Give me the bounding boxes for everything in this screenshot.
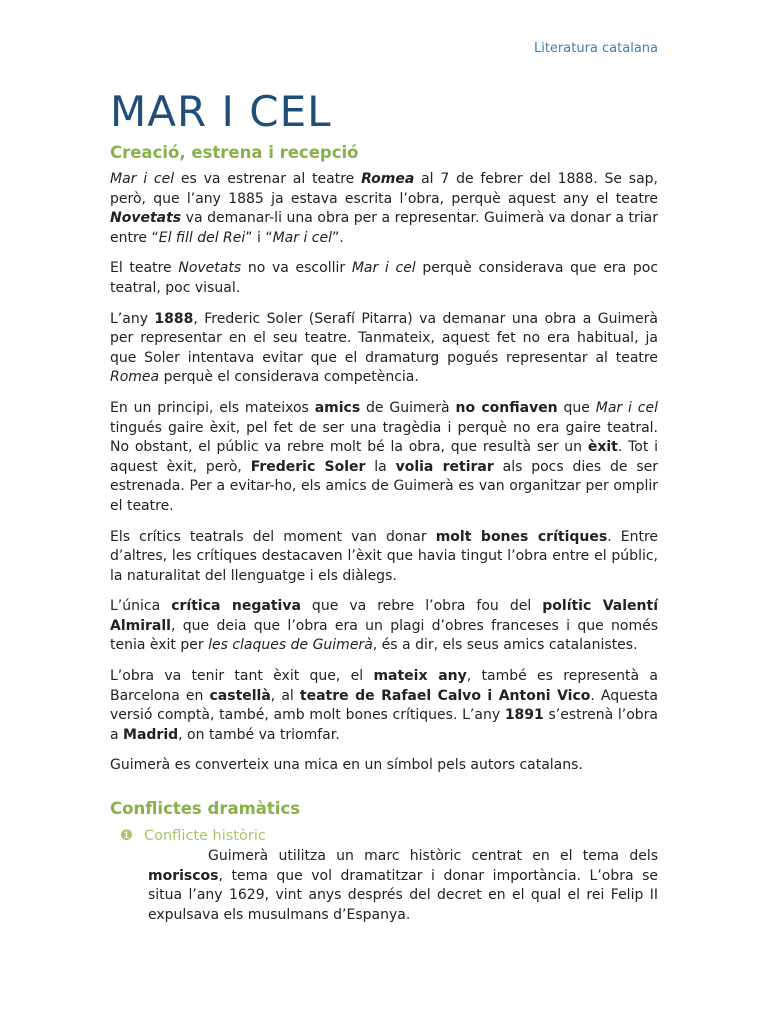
text: de Guimerà bbox=[360, 399, 456, 416]
text: ” i “ bbox=[245, 229, 273, 246]
text-bold-italic: Romea bbox=[361, 171, 415, 187]
paragraph-2 bbox=[110, 259, 658, 298]
text: que bbox=[557, 399, 596, 416]
text: L’any bbox=[110, 310, 155, 327]
text: L’obra va tenir tant èxit que, el bbox=[110, 668, 374, 685]
text: , on també va triomfar. bbox=[178, 726, 340, 743]
text-bold: volia retirar bbox=[395, 458, 494, 475]
text-bold: crítica negativa bbox=[171, 598, 301, 615]
paragraph-3 bbox=[110, 310, 658, 388]
text: tingués gaire èxit, pel fet de ser una tragèdia i perquè no era gaire teatral. No obstant, el públic va rebre molt bé la obra, que resultà ser un bbox=[110, 419, 658, 456]
text: , és a dir, els seus amics catalanistes. bbox=[372, 637, 638, 654]
text: , que deia que l’obra era un plagi d’obres franceses i que només tenia èxit per bbox=[110, 617, 658, 654]
text-italic: Romea bbox=[110, 369, 160, 386]
text-bold: 1888 bbox=[154, 310, 194, 327]
text: Guimerà utilitza un marc històric centrat en el tema dels bbox=[208, 848, 658, 865]
text-bold: molt bones crítiques bbox=[435, 528, 608, 545]
text-bold: moriscos bbox=[148, 867, 219, 884]
text: , també es representà a Barcelona en bbox=[110, 668, 658, 704]
text-bold: no confiaven bbox=[455, 399, 558, 416]
text: . Aquesta versió comptà, també, amb molt bones crítiques. L’any bbox=[110, 687, 658, 724]
text-bold: polític Valentí Almirall bbox=[110, 598, 658, 634]
text: Els crítics teatrals del moment van donar bbox=[110, 528, 436, 545]
text-bold: amics bbox=[314, 399, 361, 416]
text-italic: Mar i cel bbox=[595, 399, 658, 416]
section-heading-conflictes: Conflictes dramàtics bbox=[110, 799, 301, 819]
paragraph-4 bbox=[110, 399, 658, 517]
text-bold: 1891 bbox=[504, 707, 544, 724]
text-bold: èxit bbox=[587, 439, 618, 456]
text-italic: Novetats bbox=[178, 260, 242, 277]
text-italic: Mar i cel bbox=[272, 229, 332, 246]
paragraph-8: Guimerà es converteix una mica en un símbol pels autors catalans. bbox=[110, 757, 583, 774]
text: va demanar-li una obra per a representar. Guimerà va donar a triar entre “ bbox=[110, 210, 658, 246]
section-heading-creacio: Creació, estrena i recepció bbox=[110, 143, 359, 162]
text: El teatre bbox=[110, 260, 179, 277]
text: que va rebre l’obra fou del bbox=[300, 598, 543, 615]
text: al 7 de febrer del 1888. Se sap, però, que l’any 1885 ja estava escrita l’obra, perquè aquest any el teatre bbox=[110, 171, 659, 207]
paragraph-7 bbox=[110, 667, 658, 745]
text: ”. bbox=[331, 229, 344, 246]
paragraph-9 bbox=[148, 847, 658, 925]
page-title: MAR I CEL bbox=[110, 87, 332, 136]
text-italic: Mar i cel bbox=[351, 260, 416, 277]
running-header: Literatura catalana bbox=[533, 41, 658, 56]
text: es va estrenar al teatre bbox=[174, 171, 362, 187]
text-bold: mateix any bbox=[373, 668, 467, 685]
text: als pocs dies de ser estrenada. Per a evitar-ho, els amics de Guimerà es van organitzar per omplir el teatre. bbox=[110, 458, 659, 514]
paragraph-5 bbox=[110, 528, 658, 587]
text: , al bbox=[270, 687, 300, 704]
text-italic: El fill del Rei bbox=[158, 229, 246, 246]
paragraph-1 bbox=[110, 170, 658, 248]
text: perquè el considerava competència. bbox=[159, 369, 419, 386]
subheading-conflicte-historic bbox=[120, 826, 658, 846]
text: no va escollir bbox=[241, 260, 352, 277]
text-bold: Frederic Soler bbox=[250, 458, 366, 475]
numbered-bullet-icon: ❶ bbox=[120, 828, 133, 845]
text-italic: les claques de Guimerà bbox=[208, 637, 373, 654]
paragraph-6 bbox=[110, 597, 658, 656]
text: s’estrenà l’obra a bbox=[110, 707, 658, 743]
document-body bbox=[110, 140, 658, 936]
text: , Frederic Soler (Serafí Pitarra) va demanar una obra a Guimerà per representar en el seu teatre. Tanmateix, aquest fet no era habitual, ja que Soler intentava evitar que el dramaturg pogués representar al teatre bbox=[110, 310, 658, 366]
text: . Tot i aquest èxit, però, bbox=[110, 439, 659, 475]
subheading-label: Conflicte històric bbox=[144, 828, 266, 845]
text: L’única bbox=[110, 598, 172, 615]
text-bold: teatre de Rafael Calvo i Antoni Vico bbox=[299, 687, 591, 704]
text-italic: Mar i cel bbox=[110, 171, 175, 187]
text: la bbox=[365, 458, 396, 475]
text-bold-italic: Novetats bbox=[110, 210, 182, 227]
text-bold: castellà bbox=[209, 687, 271, 704]
text: perquè considerava que era poc teatral, poc visual. bbox=[110, 260, 659, 296]
text: . Entre d’altres, les crítiques destacaven l’èxit que havia tingut l’obra entre el públic, la naturalitat del llenguatge i els diàlegs. bbox=[110, 528, 659, 584]
text: En un principi, els mateixos bbox=[110, 399, 315, 416]
text: , tema que vol dramatitzar i donar importància. L’obra se situa l’any 1629, vint anys després del decret en el qual el rei Felip II expulsava els musulmans d’Espanya. bbox=[148, 867, 658, 923]
text-bold: Madrid bbox=[123, 726, 179, 743]
